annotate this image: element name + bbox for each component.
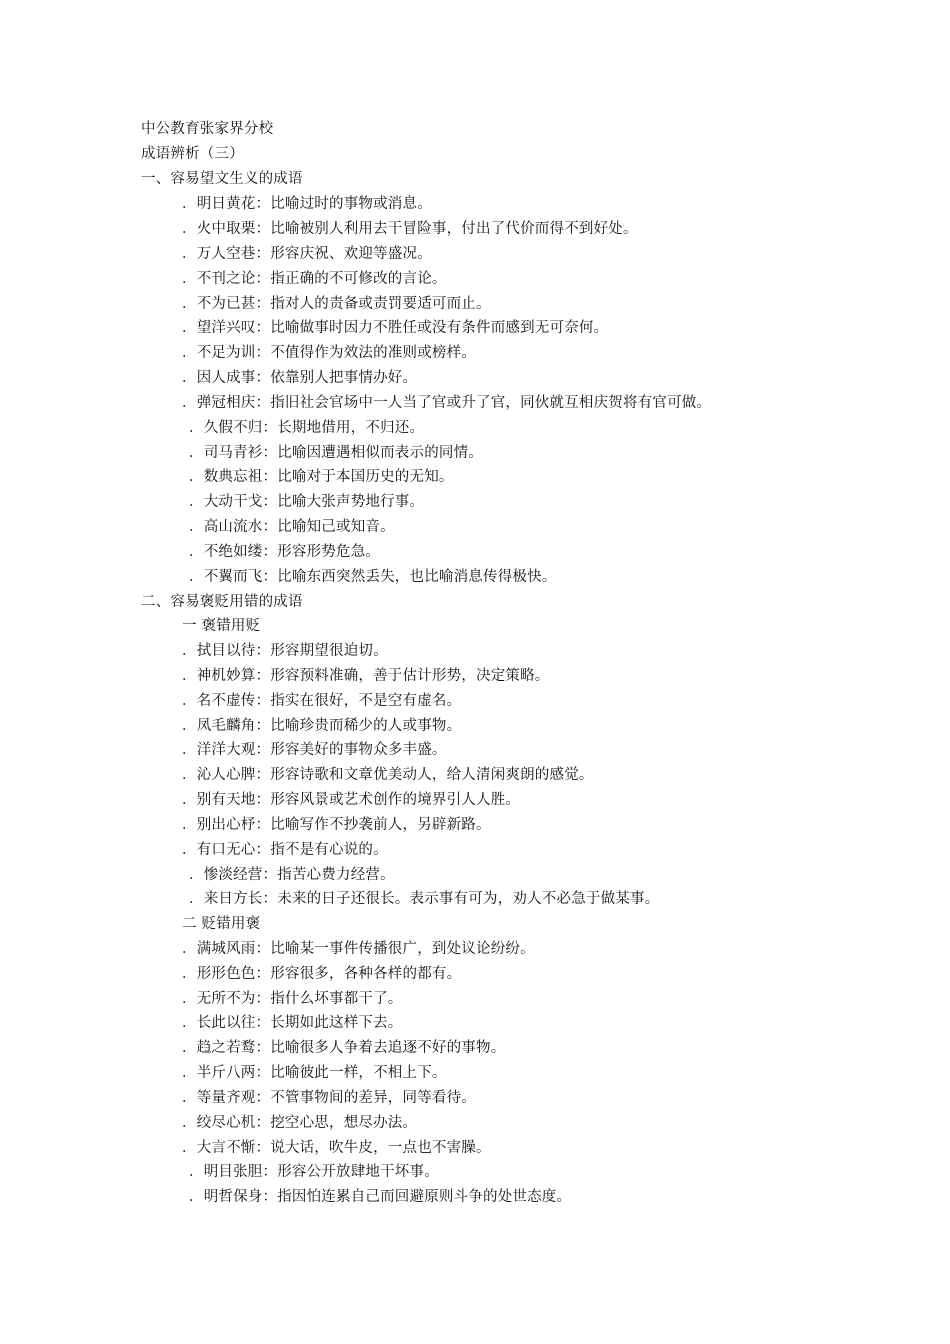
idiom-item: ．凤毛麟角：比喻珍贵而稀少的人或事物。 bbox=[182, 718, 462, 734]
idiom-item: ．明哲保身：指因怕连累自己而回避原则斗争的处世态度。 bbox=[189, 1189, 572, 1205]
idiom-item: ．惨淡经营：指苦心费力经营。 bbox=[189, 867, 395, 883]
idiom-item: ．火中取栗：比喻被别人利用去干冒险事，付出了代价而得不到好处。 bbox=[182, 221, 638, 237]
idiom-item: ．半斤八两：比喻彼此一样，不相上下。 bbox=[182, 1065, 447, 1081]
idiom-item: ．拭目以待：形容期望很迫切。 bbox=[182, 643, 388, 659]
idiom-item: ．因人成事：依靠别人把事情办好。 bbox=[182, 370, 418, 386]
idiom-item: ．不为已甚：指对人的责备或责罚要适可而止。 bbox=[182, 296, 491, 312]
section1-heading: 一、容易望文生义的成语 bbox=[141, 171, 303, 187]
subsection-heading: 一 褒错用贬 bbox=[182, 618, 261, 634]
idiom-item: ．高山流水：比喻知己或知音。 bbox=[189, 519, 395, 535]
idiom-item: ．久假不归：长期地借用，不归还。 bbox=[189, 420, 425, 436]
idiom-item: ．有口无心：指不是有心说的。 bbox=[182, 842, 388, 858]
idiom-item: ．长此以往：长期如此这样下去。 bbox=[182, 1015, 403, 1031]
idiom-item: ．形形色色：形容很多，各种各样的都有。 bbox=[182, 966, 462, 982]
idiom-item: ．无所不为：指什么坏事都干了。 bbox=[182, 991, 403, 1007]
idiom-item: ．来日方长：未来的日子还很长。表示事有可为，劝人不必急于做某事。 bbox=[189, 891, 660, 907]
idiom-item: ．司马青衫：比喻因遭遇相似而表示的同情。 bbox=[189, 445, 483, 461]
idiom-item: ．大言不惭：说大话，吹牛皮，一点也不害臊。 bbox=[182, 1140, 491, 1156]
idiom-item: ．趋之若鹜：比喻很多人争着去追逐不好的事物。 bbox=[182, 1040, 506, 1056]
idiom-item: ．不刊之论：指正确的不可修改的言论。 bbox=[182, 271, 447, 287]
idiom-item: ．别出心杼：比喻写作不抄袭前人，另辟新路。 bbox=[182, 817, 491, 833]
idiom-item: ．弹冠相庆：指旧社会官场中一人当了官或升了官，同伙就互相庆贺将有官可做。 bbox=[182, 395, 712, 411]
idiom-item: ．不足为训：不值得作为效法的准则或榜样。 bbox=[182, 345, 476, 361]
idiom-item: ．望洋兴叹：比喻做事时因力不胜任或没有条件而感到无可奈何。 bbox=[182, 320, 609, 336]
document-title: 成语辨析（三） bbox=[141, 146, 244, 162]
idiom-item: ．绞尽心机：挖空心思，想尽办法。 bbox=[182, 1115, 418, 1131]
idiom-item: ．等量齐观：不管事物间的差异，同等看待。 bbox=[182, 1090, 476, 1106]
idiom-item: ．万人空巷：形容庆祝、欢迎等盛况。 bbox=[182, 246, 432, 262]
school-name: 中公教育张家界分校 bbox=[141, 121, 274, 137]
section2-heading: 二、容易褒贬用错的成语 bbox=[141, 594, 303, 610]
subsection-heading: 二 贬错用褒 bbox=[182, 916, 261, 932]
idiom-item: ．神机妙算：形容预料准确，善于估计形势，决定策略。 bbox=[182, 668, 550, 684]
idiom-item: ．明目张胆：形容公开放肆地干坏事。 bbox=[189, 1164, 439, 1180]
idiom-item: ．名不虚传：指实在很好，不是空有虚名。 bbox=[182, 693, 462, 709]
idiom-item: ．满城风雨：比喻某一事件传播很广，到处议论纷纷。 bbox=[182, 941, 535, 957]
idiom-item: ．大动干戈：比喻大张声势地行事。 bbox=[189, 494, 425, 510]
idiom-item: ．不翼而飞：比喻东西突然丢失，也比喻消息传得极快。 bbox=[189, 569, 557, 585]
idiom-item: ．数典忘祖：比喻对于本国历史的无知。 bbox=[189, 469, 454, 485]
idiom-item: ．明日黄花：比喻过时的事物或消息。 bbox=[182, 196, 432, 212]
idiom-item: ．洋洋大观：形容美好的事物众多丰盛。 bbox=[182, 742, 447, 758]
idiom-item: ．沁人心脾：形容诗歌和文章优美动人，给人清闲爽朗的感觉。 bbox=[182, 767, 594, 783]
idiom-item: ．不绝如缕：形容形势危急。 bbox=[189, 544, 381, 560]
idiom-item: ．别有天地：形容风景或艺术创作的境界引人人胜。 bbox=[182, 792, 521, 808]
